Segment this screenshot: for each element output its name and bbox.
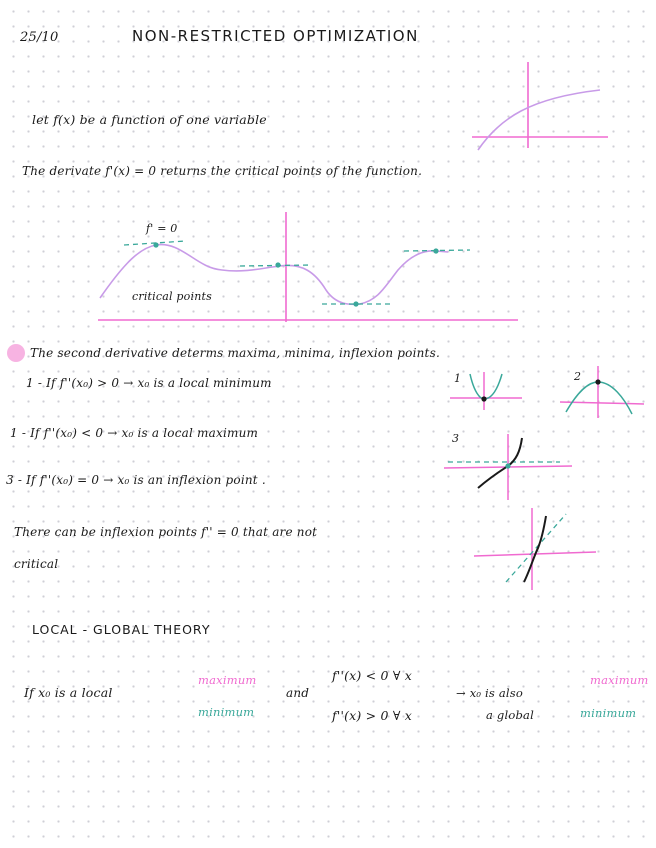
f-prime-zero-label: f' = 0	[146, 222, 178, 235]
condition-1: f''(x) < 0 ∀ x	[332, 668, 413, 683]
critical-points-caption: critical points	[132, 290, 212, 303]
intro-line-1: let f(x) be a function of one variable	[32, 112, 267, 127]
rule-1: 1 - If f''(x₀) > 0 → x₀ is a local minimum	[26, 376, 272, 390]
local-maximum-sketch	[560, 366, 644, 418]
graph-label-1: 1	[454, 372, 462, 385]
non-critical-inflexion-sketch	[474, 508, 596, 590]
date: 25/10	[20, 30, 59, 45]
theory-heading: LOCAL - GLOBAL THEORY	[32, 622, 211, 637]
and-text: and	[286, 686, 310, 700]
rule-2: 1 - If f''(x₀) < 0 → x₀ is a local maximum	[10, 426, 259, 440]
word-minimum: minimum	[198, 705, 255, 719]
note-line-2: critical	[14, 557, 59, 571]
intro-line-2: The derivate f'(x) = 0 returns the critical points of the function.	[22, 164, 423, 178]
inflexion-point-sketch	[444, 434, 572, 500]
condition-2: f''(x) > 0 ∀ x	[332, 708, 413, 723]
word-maximum-2: maximum	[590, 673, 649, 687]
graph-label-2: 2	[574, 370, 582, 383]
word-minimum-2: minimum	[580, 706, 637, 720]
graph-label-3: 3	[452, 432, 460, 445]
rule-3: 3 - If f''(x₀) = 0 → x₀ is an inflexion point .	[6, 473, 266, 487]
arrow-also-text: → x₀ is also	[456, 686, 524, 700]
global-text: a global	[486, 708, 534, 722]
theory-if-text: If x₀ is a local	[24, 685, 113, 700]
critical-points-graph	[98, 212, 518, 322]
word-maximum: maximum	[198, 673, 257, 687]
note-line-1: There can be inflexion points f'' = 0 that are not	[14, 525, 318, 539]
local-minimum-sketch	[450, 372, 522, 410]
intro-sketch-graph	[472, 62, 608, 150]
second-derivative-heading: The second derivative determs maxima, minima, inflexion points.	[30, 346, 440, 360]
page-title: NON-RESTRICTED OPTIMIZATION	[132, 27, 419, 45]
